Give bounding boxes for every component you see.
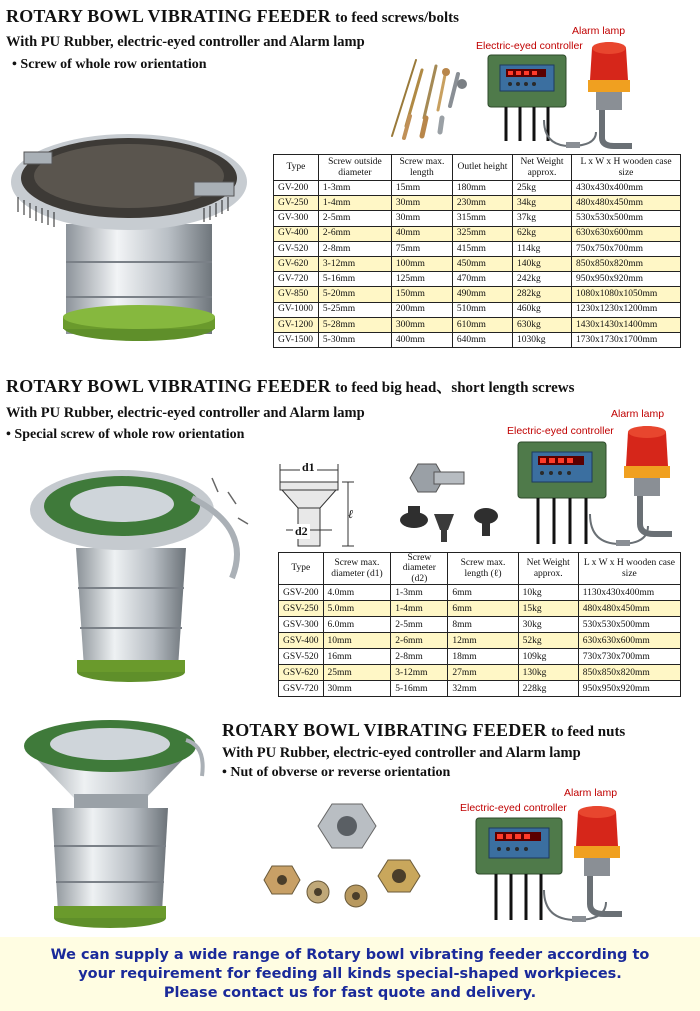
table-row — [274, 272, 681, 287]
section2-title-sub: to feed big head、short length screws — [335, 380, 575, 396]
table-cell: 1-3mm — [318, 181, 391, 196]
table-cell: 10kg — [518, 585, 578, 601]
section3-alarm-label: Alarm lamp — [564, 787, 618, 799]
table-cell: 5-16mm — [391, 681, 448, 697]
table-cell: 30mm — [391, 196, 452, 211]
table-cell: GV-620 — [274, 256, 319, 271]
table-cell: 325mm — [452, 226, 512, 241]
table-cell: 415mm — [452, 241, 512, 256]
table-cell: 400mm — [391, 332, 452, 347]
table-cell: 180mm — [452, 181, 512, 196]
section2-controller-label: Electric-eyed controller — [507, 425, 614, 437]
section3-title-sub: to feed nuts — [551, 724, 626, 740]
table-cell: 282kg — [513, 287, 572, 302]
table-cell: 530x530x500mm — [578, 617, 680, 633]
table-cell: 52kg — [518, 633, 578, 649]
table-cell: 1130x430x400mm — [578, 585, 680, 601]
section1-controller-label: Electric-eyed controller — [476, 40, 583, 52]
table-cell: 40mm — [391, 226, 452, 241]
table-row — [274, 181, 681, 196]
section2-title — [6, 376, 574, 397]
table-cell: GSV-400 — [279, 633, 324, 649]
section3-bullet: • Nut of obverse or reverse orientation — [222, 765, 451, 780]
table-cell: 1730x1730x1700mm — [572, 332, 681, 347]
section2-subtitle: With PU Rubber, electric-eyed controller and Alarm lamp — [6, 405, 365, 421]
dimension-d1-label: d1 — [302, 460, 315, 474]
table-cell: GV-300 — [274, 211, 319, 226]
table-cell: GV-1000 — [274, 302, 319, 317]
table-cell: 2-6mm — [391, 633, 448, 649]
nuts-image — [262, 800, 434, 912]
table2-header: Screw diameter (d2) — [391, 553, 448, 585]
table-cell: 470mm — [452, 272, 512, 287]
table2-header: Net Weight approx. — [518, 553, 578, 585]
table-cell: 18mm — [448, 649, 518, 665]
table-cell: 6mm — [448, 601, 518, 617]
table-cell: 2-5mm — [318, 211, 391, 226]
table-cell: GSV-520 — [279, 649, 324, 665]
table-row — [279, 633, 681, 649]
table-cell: 5-25mm — [318, 302, 391, 317]
table-cell: 12mm — [448, 633, 518, 649]
table-cell: 75mm — [391, 241, 452, 256]
table-row — [279, 649, 681, 665]
table-cell: 2-5mm — [391, 617, 448, 633]
table-cell: 480x480x450mm — [572, 196, 681, 211]
table-cell: GSV-200 — [279, 585, 324, 601]
sensor-cable-image-2 — [586, 508, 652, 552]
table-cell: 100mm — [391, 256, 452, 271]
table-row — [274, 287, 681, 302]
table-cell: 34kg — [513, 196, 572, 211]
section3-title-main: ROTARY BOWL VIBRATING FEEDER — [222, 720, 547, 740]
table-cell: 490mm — [452, 287, 512, 302]
footer-banner — [0, 937, 700, 1011]
sensor-cable-image-1 — [540, 116, 600, 154]
table-cell: GV-520 — [274, 241, 319, 256]
table-row — [274, 302, 681, 317]
table-cell: 510mm — [452, 302, 512, 317]
table1-header: Screw outside diameter — [318, 155, 391, 181]
table-cell: 32mm — [448, 681, 518, 697]
section3-controller-label: Electric-eyed controller — [460, 802, 567, 814]
table1-header: Screw max. length — [391, 155, 452, 181]
svg-text:ℓ: ℓ — [348, 507, 353, 521]
table-cell: 150mm — [391, 287, 452, 302]
table2-header: L x W x H wooden case size — [578, 553, 680, 585]
table-cell: 480x480x450mm — [578, 601, 680, 617]
table-cell: 125mm — [391, 272, 452, 287]
table-cell: GSV-300 — [279, 617, 324, 633]
spec-table-gv — [273, 154, 681, 348]
table-cell: 450mm — [452, 256, 512, 271]
table-row — [274, 211, 681, 226]
table-cell: GV-1200 — [274, 317, 319, 332]
table-cell: 109kg — [518, 649, 578, 665]
table-cell: 630kg — [513, 317, 572, 332]
table-row — [279, 665, 681, 681]
table-cell: 10mm — [323, 633, 391, 649]
section3-subtitle: With PU Rubber, electric-eyed controller and Alarm lamp — [222, 745, 581, 761]
table-cell: 630x630x600mm — [572, 226, 681, 241]
table-cell: 37kg — [513, 211, 572, 226]
table-cell: 3-12mm — [318, 256, 391, 271]
table-row — [274, 241, 681, 256]
table-cell: 640mm — [452, 332, 512, 347]
table-cell: 530x530x500mm — [572, 211, 681, 226]
table-row — [274, 226, 681, 241]
table-cell: GSV-620 — [279, 665, 324, 681]
table-cell: 630x630x600mm — [578, 633, 680, 649]
spec-table-gsv — [278, 552, 681, 697]
table-cell: 6.0mm — [323, 617, 391, 633]
table-cell: GSV-720 — [279, 681, 324, 697]
table-cell: 1-4mm — [391, 601, 448, 617]
sensor-cable-image-3 — [540, 884, 610, 928]
section1-bullet: • Screw of whole row orientation — [12, 57, 207, 72]
table-cell: 750x750x700mm — [572, 241, 681, 256]
table-cell: 1-4mm — [318, 196, 391, 211]
table-row — [274, 256, 681, 271]
table-cell: 2-6mm — [318, 226, 391, 241]
section3-title — [222, 720, 625, 741]
table-cell: 300mm — [391, 317, 452, 332]
feeder-bowl-image-1 — [4, 112, 266, 348]
table-cell: 30mm — [323, 681, 391, 697]
section1-subtitle: With PU Rubber, electric-eyed controller and Alarm lamp — [6, 34, 365, 50]
table-cell: 730x730x700mm — [578, 649, 680, 665]
section1-title — [6, 6, 459, 27]
table-cell: 315mm — [452, 211, 512, 226]
table1-header: Outlet height — [452, 155, 512, 181]
dimension-d2-label: d2 — [295, 524, 308, 538]
big-head-screws-image — [378, 458, 506, 546]
screw-dimension-diagram — [268, 452, 368, 552]
section1-title-main: ROTARY BOWL VIBRATING FEEDER — [6, 6, 331, 26]
table-cell: 16mm — [323, 649, 391, 665]
table-cell: 1430x1430x1400mm — [572, 317, 681, 332]
table2-header: Type — [279, 553, 324, 585]
section2-title-main: ROTARY BOWL VIBRATING FEEDER — [6, 376, 331, 396]
table-cell: 5-28mm — [318, 317, 391, 332]
table-cell: 460kg — [513, 302, 572, 317]
table-cell: GV-1500 — [274, 332, 319, 347]
feeder-bowl-image-3 — [16, 706, 212, 932]
table-cell: 430x430x400mm — [572, 181, 681, 196]
table-cell: 1030kg — [513, 332, 572, 347]
section2-bullet: • Special screw of whole row orientation — [6, 427, 245, 442]
table-cell: GV-850 — [274, 287, 319, 302]
table-cell: 3-12mm — [391, 665, 448, 681]
table-cell: 25kg — [513, 181, 572, 196]
table2-header: Screw max. length (ℓ) — [448, 553, 518, 585]
footer-line-3: Please contact us for fast quote and delivery. — [163, 985, 537, 1001]
table-cell: GSV-250 — [279, 601, 324, 617]
table-cell: 15kg — [518, 601, 578, 617]
table-cell: 6mm — [448, 585, 518, 601]
table1-header: L x W x H wooden case size — [572, 155, 681, 181]
section2-alarm-label: Alarm lamp — [611, 408, 665, 420]
table1-header: Type — [274, 155, 319, 181]
table-cell: GV-250 — [274, 196, 319, 211]
table-cell: 25mm — [323, 665, 391, 681]
table-cell: 1230x1230x1200mm — [572, 302, 681, 317]
table-cell: 15mm — [391, 181, 452, 196]
table-cell: 114kg — [513, 241, 572, 256]
feeder-bowl-image-2 — [22, 458, 260, 688]
table-row — [279, 617, 681, 633]
section1-alarm-label: Alarm lamp — [572, 25, 626, 37]
table-cell: 1-3mm — [391, 585, 448, 601]
table-row — [279, 585, 681, 601]
table-cell: 950x950x920mm — [578, 681, 680, 697]
table-cell: 850x850x820mm — [572, 256, 681, 271]
table-cell: 27mm — [448, 665, 518, 681]
table-cell: 610mm — [452, 317, 512, 332]
table-cell: 2-8mm — [318, 241, 391, 256]
table-cell: 850x850x820mm — [578, 665, 680, 681]
table-cell: 30mm — [391, 211, 452, 226]
screws-bolts-image — [382, 56, 477, 140]
table-cell: 200mm — [391, 302, 452, 317]
footer-line-2: your requirement for feeding all kinds special-shaped workpieces. — [78, 966, 622, 982]
table-row — [274, 317, 681, 332]
table-cell: 130kg — [518, 665, 578, 681]
table-row — [274, 332, 681, 347]
table2-header: Screw max. diameter (d1) — [323, 553, 391, 585]
section1-title-sub: to feed screws/bolts — [335, 10, 459, 26]
table-cell: 2-8mm — [391, 649, 448, 665]
table-cell: 4.0mm — [323, 585, 391, 601]
table-row — [274, 196, 681, 211]
table-cell: 5-30mm — [318, 332, 391, 347]
table-cell: 242kg — [513, 272, 572, 287]
table-cell: 230mm — [452, 196, 512, 211]
table-cell: 5.0mm — [323, 601, 391, 617]
table-cell: GV-400 — [274, 226, 319, 241]
table-cell: 5-16mm — [318, 272, 391, 287]
table-cell: 30kg — [518, 617, 578, 633]
table-row — [279, 601, 681, 617]
table-cell: 8mm — [448, 617, 518, 633]
table-cell: 62kg — [513, 226, 572, 241]
table-cell: 228kg — [518, 681, 578, 697]
table-cell: 950x950x920mm — [572, 272, 681, 287]
table-cell: 5-20mm — [318, 287, 391, 302]
footer-line-1: We can supply a wide range of Rotary bowl vibrating feeder according to — [50, 947, 650, 963]
table-cell: 140kg — [513, 256, 572, 271]
table1-header: Net Weight approx. — [513, 155, 572, 181]
table-cell: GV-200 — [274, 181, 319, 196]
table-row — [279, 681, 681, 697]
table-cell: 1080x1080x1050mm — [572, 287, 681, 302]
table-cell: GV-720 — [274, 272, 319, 287]
